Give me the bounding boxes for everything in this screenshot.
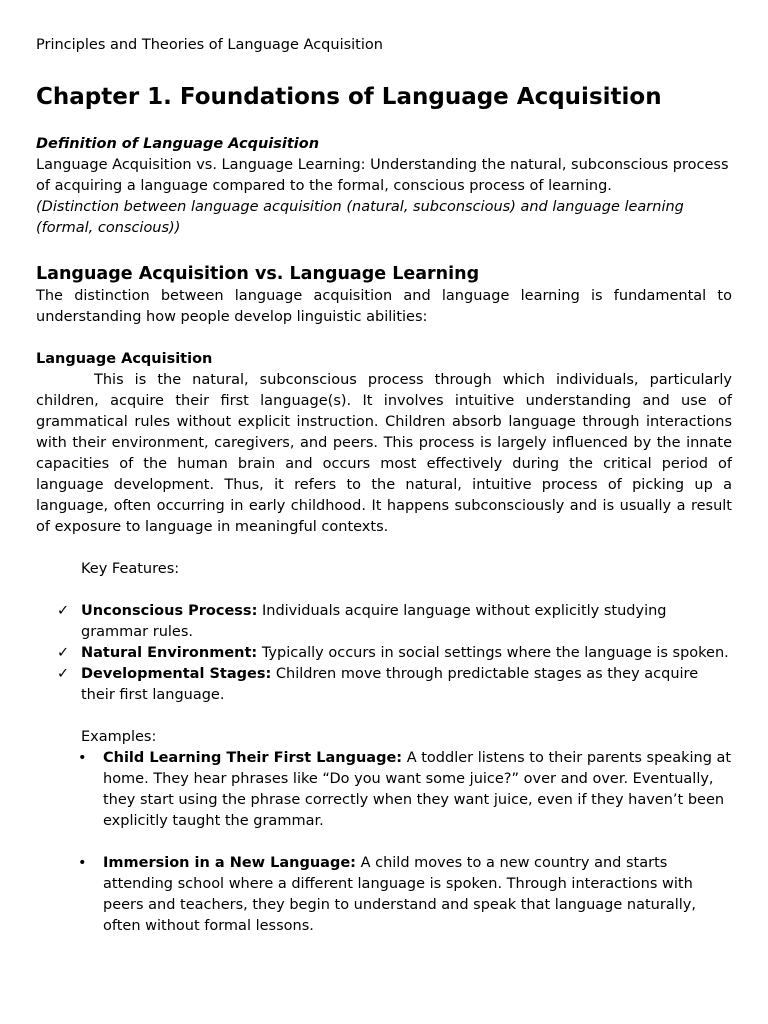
definition-heading: Definition of Language Acquisition <box>36 136 320 152</box>
acquisition-heading: Language Acquisition <box>36 351 213 367</box>
definition-text: Language Acquisition vs. Language Learning: Understanding the natural, subconscious process of acquiring a language compared to the formal, conscious process of learning. <box>36 157 729 194</box>
bullet-icon: • <box>78 855 87 871</box>
example-text: A toddler listens to their parents speaking at home. They hear phrases like “Do you want some juice?” over and over. Eventually, they start using the phrase correctly when they want juice, even if they haven’t been explicitly taught the grammar. <box>103 750 732 829</box>
feature-text: Typically occurs in social settings where the language is spoken. <box>257 645 729 661</box>
checkmark-icon: ✓ <box>57 645 70 661</box>
example-term: Child Learning Their First Language: <box>103 750 403 766</box>
example-item <box>36 853 732 937</box>
feature-item <box>36 601 732 643</box>
example-item <box>36 748 732 832</box>
examples-label: Examples: <box>81 729 157 745</box>
key-features-label: Key Features: <box>81 561 180 577</box>
section-intro: The distinction between language acquisition and language learning is fundamental to understanding how people develop linguistic abilities: <box>36 288 732 325</box>
examples-list <box>36 748 732 937</box>
feature-term: Unconscious Process: <box>81 603 258 619</box>
feature-term: Natural Environment: <box>81 645 258 661</box>
feature-text: Children move through predictable stages as they acquire their first language. <box>81 666 699 703</box>
acquisition-paragraph: This is the natural, subconscious process through which individuals, particularly children, acquire their first language(s). It involves intuitive understanding and use of grammatical rules without explicit instruction. Children absorb language through interactions with their environment, caregivers, and peers. This process is largely influenced by the innate capacities of the human brain and occurs most effectively during the critical period of language development. Thus, it refers to the natural, intuitive process of picking up a language, often occurring in early childhood. It happens subconsciously and is usually a result of exposure to language in meaningful contexts. <box>36 372 732 535</box>
feature-text: Individuals acquire language without explicitly studying grammar rules. <box>81 603 667 640</box>
section-heading: Language Acquisition vs. Language Learning <box>36 264 480 284</box>
key-features-list <box>36 601 732 706</box>
example-text: A child moves to a new country and starts attending school where a different language is spoken. Through interactions with peers and teachers, they begin to understand and speak that language naturally, often without formal lessons. <box>103 855 696 934</box>
chapter-title: Chapter 1. Foundations of Language Acquisition <box>36 84 662 110</box>
bullet-icon: • <box>78 750 87 766</box>
feature-item <box>36 664 732 706</box>
example-term: Immersion in a New Language: <box>103 855 356 871</box>
definition-note: (Distinction between language acquisition (natural, subconscious) and language learning (formal, conscious)) <box>36 199 684 236</box>
checkmark-icon: ✓ <box>57 666 70 682</box>
checkmark-icon: ✓ <box>57 603 70 619</box>
feature-term: Developmental Stages: <box>81 666 272 682</box>
feature-item <box>36 643 732 664</box>
running-header: Principles and Theories of Language Acquisition <box>36 37 383 53</box>
